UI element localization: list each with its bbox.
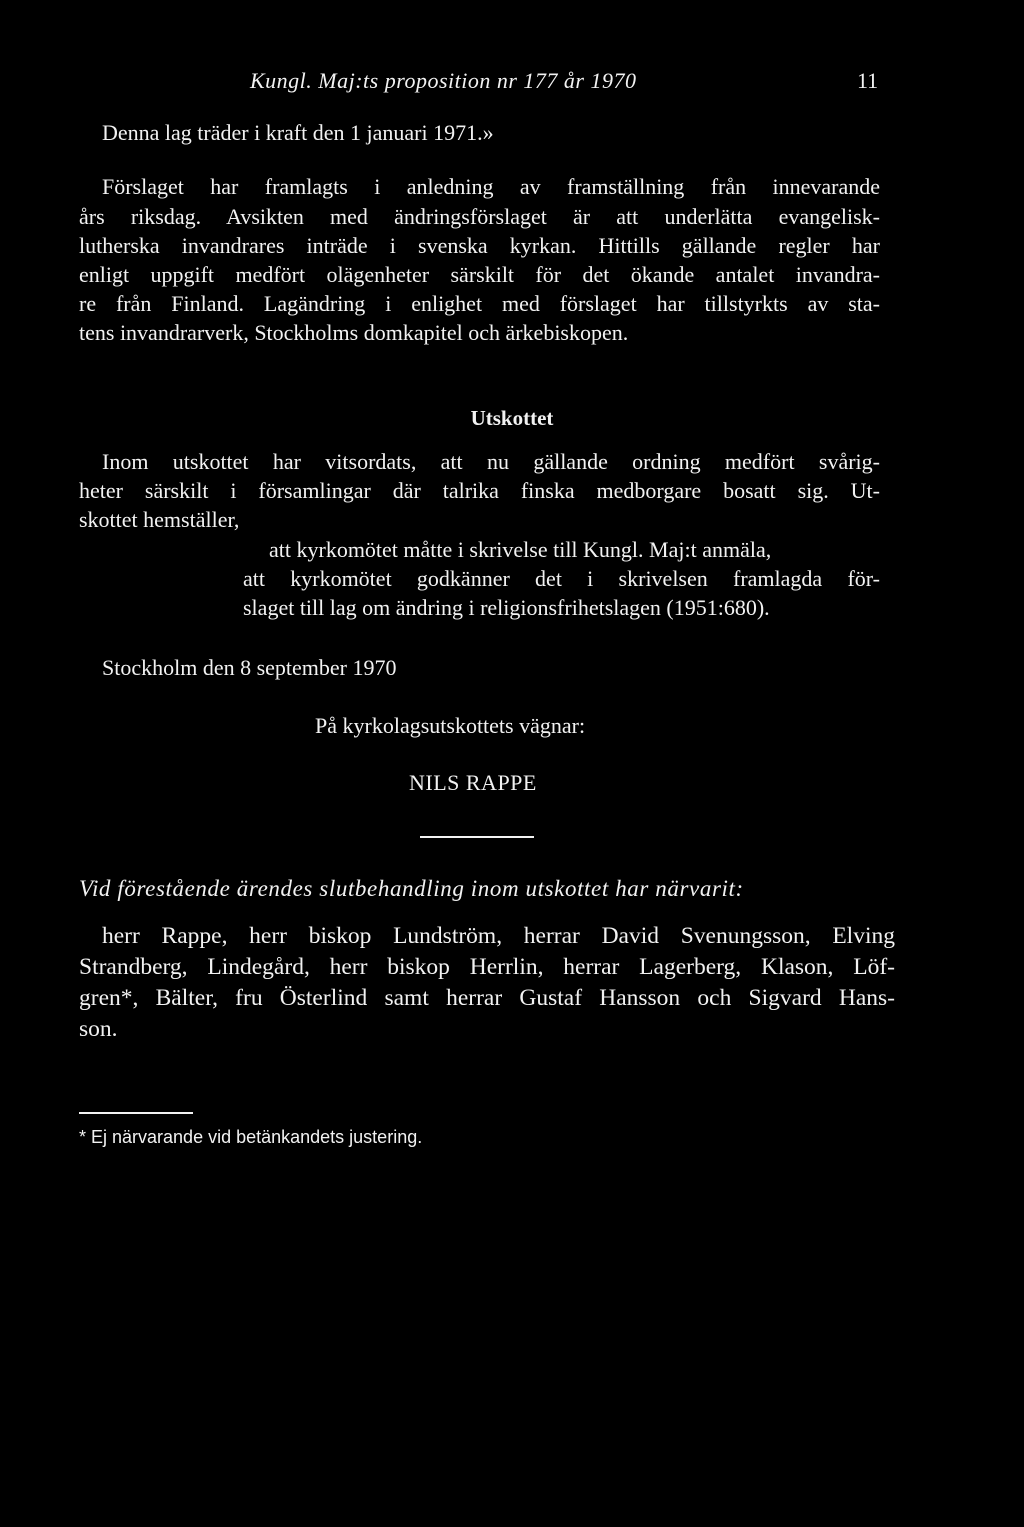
paragraph-line: skottet hemställer,: [79, 507, 240, 532]
attendance-line: herr Rappe, herr biskop Lundström, herrar David Svenungsson, Elving: [102, 923, 895, 949]
paragraph-line: enligt uppgift medfört olägenheter särskilt för det ökande antalet invandra-: [79, 262, 880, 287]
paragraph-line: heter särskilt i församlingar där talrika finska medborgare bosatt sig. Ut-: [79, 478, 880, 503]
attendance-line: gren*, Bälter, fru Österlind samt herrar Gustaf Hansson och Sigvard Hans-: [79, 985, 895, 1011]
page-number: 11: [857, 68, 879, 93]
footnote: * Ej närvarande vid betänkandets justering.: [79, 1127, 423, 1147]
paragraph-line: lutherska invandrares inträde i svenska kyrkan. Hittills gällande regler har: [79, 233, 880, 258]
signature-divider: [420, 836, 534, 838]
attendance-heading: Vid förestående ärendes slutbehandling inom utskottet har närvarit:: [79, 876, 744, 901]
date-line: Stockholm den 8 september 1970: [102, 655, 397, 680]
proposal-line: att kyrkomötet måtte i skrivelse till Kungl. Maj:t anmäla,: [269, 537, 772, 562]
section-heading: Utskottet: [470, 406, 554, 430]
footnote-divider: [79, 1112, 193, 1114]
paragraph-line: re från Finland. Lagändring i enlighet med förslaget har tillstyrkts av sta-: [79, 291, 880, 316]
paragraph-line: tens invandrarverk, Stockholms domkapitel och ärkebiskopen.: [79, 320, 629, 345]
attendance-line: son.: [79, 1016, 118, 1042]
on-behalf-line: På kyrkolagsutskottets vägnar:: [315, 713, 586, 738]
attendance-line: Strandberg, Lindegård, herr biskop Herrlin, herrar Lagerberg, Klason, Löf-: [79, 954, 895, 980]
proposal-line: slaget till lag om ändring i religionsfrihetslagen (1951:680).: [243, 595, 770, 620]
proposal-line: att kyrkomötet godkänner det i skrivelsen framlagda för-: [243, 566, 880, 591]
running-header: Kungl. Maj:ts proposition nr 177 år 1970: [250, 68, 637, 93]
intro-line: Denna lag träder i kraft den 1 januari 1971.»: [102, 120, 494, 145]
signature: NILS RAPPE: [409, 770, 537, 795]
paragraph-line: års riksdag. Avsikten med ändringsförslaget är att underlätta evangelisk-: [79, 204, 880, 229]
paragraph-line: Förslaget har framlagts i anledning av framställning från innevarande: [102, 174, 880, 199]
paragraph-line: Inom utskottet har vitsordats, att nu gällande ordning medfört svårig-: [102, 449, 880, 474]
